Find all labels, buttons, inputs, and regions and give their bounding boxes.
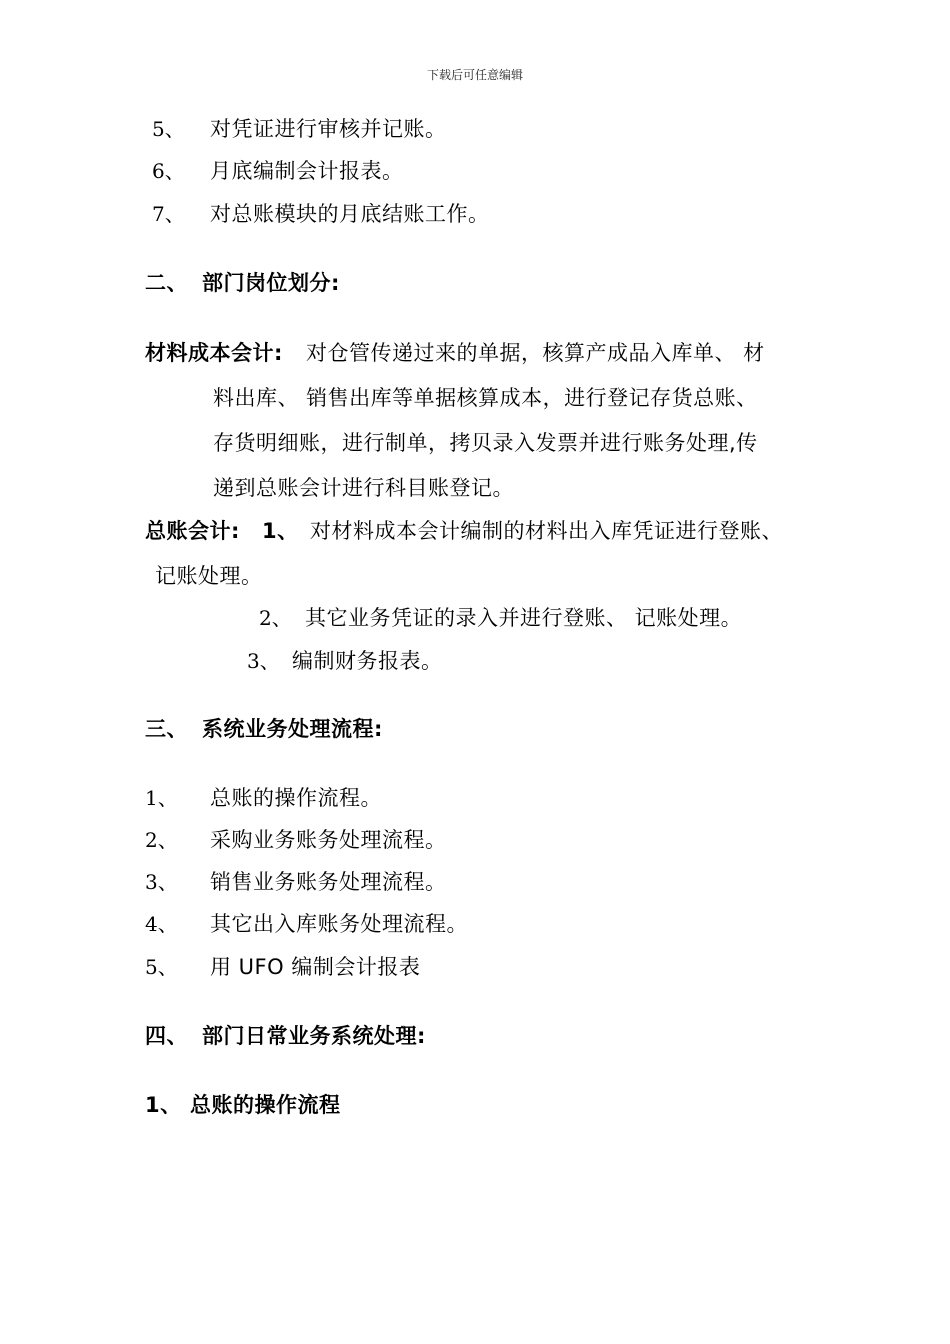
list-item-number: 2、 xyxy=(145,828,178,852)
list-item-number: 2、 xyxy=(259,606,292,630)
role-desc-line: 递到总账会计进行科目账登记。 xyxy=(213,476,514,500)
list-item xyxy=(152,114,185,144)
role-duty-text: 其它业务凭证的录入并进行登账、 记账处理。 xyxy=(305,606,743,630)
role-duty-text: 编制财务报表。 xyxy=(292,649,443,673)
list-item xyxy=(152,156,185,186)
section-number: 二、 xyxy=(145,271,188,295)
role-desc-line: 存货明细账，进行制单，拷贝录入发票并进行账务处理,传 xyxy=(213,431,758,455)
list-item-number: 6、 xyxy=(152,159,185,183)
list-item-number xyxy=(247,646,280,676)
section-title: 系统业务处理流程: xyxy=(202,717,383,741)
section-title: 部门岗位划分: xyxy=(202,271,340,295)
list-item-number: 5、 xyxy=(152,117,185,141)
list-item-number xyxy=(259,603,292,633)
section-title: 部门日常业务系统处理: xyxy=(202,1024,426,1048)
list-item-text: 月底编制会计报表。 xyxy=(210,159,404,183)
list-item-number: 1、 xyxy=(262,519,299,543)
role-desc-line: 对仓管传递过来的单据，核算产成品入库单、 材 xyxy=(306,341,765,365)
page-header-note: 下载后可任意编辑 xyxy=(426,68,523,82)
list-item xyxy=(152,199,185,229)
list-item-text: 用 UFO 编制会计报表 xyxy=(210,955,421,979)
list-item-number xyxy=(145,783,178,813)
list-item-text: 对凭证进行审核并记账。 xyxy=(210,117,447,141)
list-item-text: 对总账模块的月底结账工作。 xyxy=(210,202,490,226)
list-item-number xyxy=(145,952,178,982)
list-item-number: 5、 xyxy=(145,955,178,979)
list-item-text: 销售业务账务处理流程。 xyxy=(210,870,447,894)
list-item-number xyxy=(145,909,178,939)
section-number: 四、 xyxy=(145,1024,188,1048)
role-label-general-ledger: 总账会计: xyxy=(145,519,240,543)
list-item-number xyxy=(145,867,178,897)
role-duty-text: 记账处理。 xyxy=(155,564,263,588)
subsection-number: 1、 xyxy=(145,1093,182,1117)
section-number: 三、 xyxy=(145,717,188,741)
list-item-text: 采购业务账务处理流程。 xyxy=(210,828,447,852)
list-item-number xyxy=(145,825,178,855)
list-item-text: 总账的操作流程。 xyxy=(210,786,382,810)
list-item-number: 4、 xyxy=(145,912,178,936)
role-duty-text: 对材料成本会计编制的材料出入库凭证进行登账、 xyxy=(310,519,783,543)
role-label-material-cost: 材料成本会计: xyxy=(145,341,283,365)
list-item-number: 1、 xyxy=(145,786,178,810)
list-item-text: 其它出入库账务处理流程。 xyxy=(210,912,468,936)
role-desc-line: 料出库、 销售出库等单据核算成本，进行登记存货总账、 xyxy=(213,386,758,410)
list-item-number: 3、 xyxy=(145,870,178,894)
subsection-title: 总账的操作流程 xyxy=(190,1093,341,1117)
list-item-number: 3、 xyxy=(247,649,280,673)
list-item-number: 7、 xyxy=(152,202,185,226)
